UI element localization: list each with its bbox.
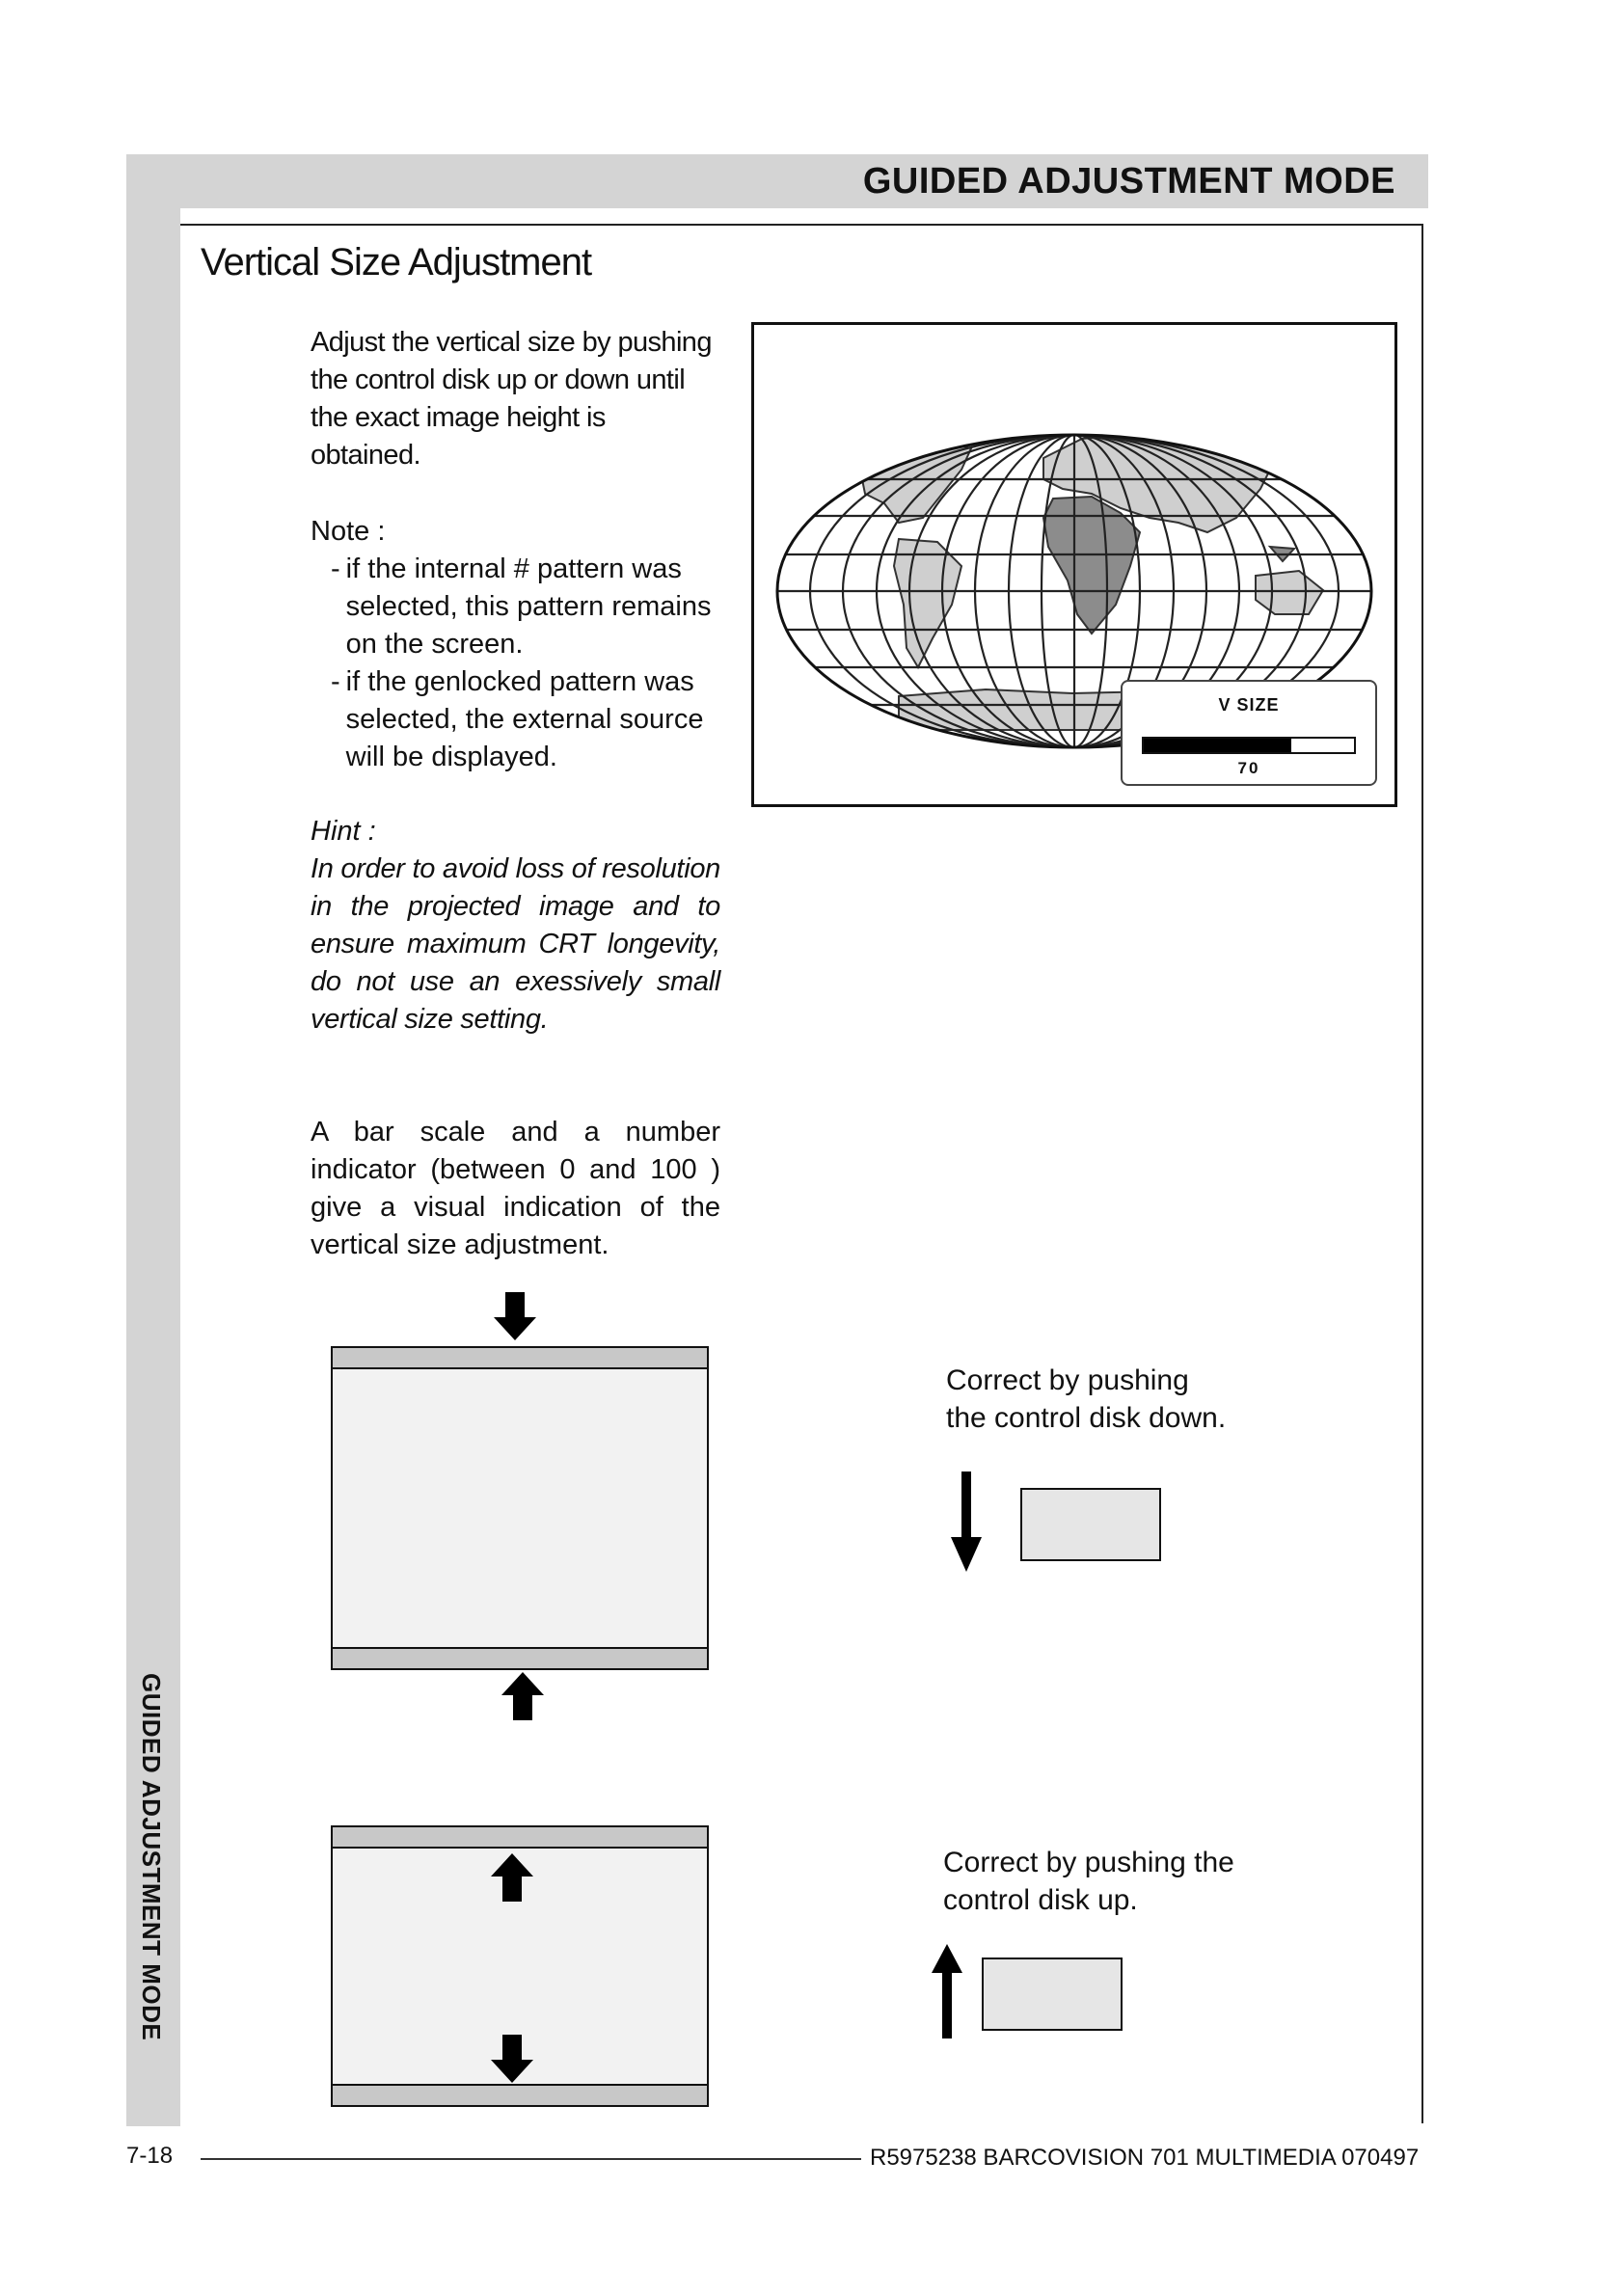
correction-illustration (945, 1468, 1177, 1583)
footer-rule (201, 2158, 861, 2160)
osd-bar-fill (1144, 739, 1291, 752)
screen-thumbnail (983, 1958, 1122, 2030)
correction-illustration (926, 1938, 1138, 2044)
screen-frame (332, 1347, 708, 1669)
arrow-up-icon (932, 1944, 962, 2038)
page-number: 7-18 (126, 2143, 174, 2169)
note-item-text: if the internal # pattern was selected, this pattern remains on the screen. (345, 554, 712, 660)
sidebar-title-text: GUIDED ADJUSTMENT MODE (137, 1673, 166, 2041)
header-title: GUIDED ADJUSTMENT MODE (862, 161, 1395, 202)
sidebar-title (126, 1673, 180, 2117)
frame-right-line (1421, 224, 1423, 2123)
top-band (332, 1347, 708, 1368)
correct-caption: Correct by pushing the control disk down. (946, 1364, 1227, 1434)
footer-doc-id: R5975238 BARCOVISION 701 MULTIMEDIA 070497 (870, 2145, 1420, 2171)
screen-thumbnail (1021, 1489, 1160, 1560)
osd-label: V SIZE (1218, 695, 1280, 715)
bottom-band (332, 2085, 708, 2106)
scale-paragraph: A bar scale and a number indicator (between 0 and 100 ) give a visual indication of the vertical size adjustment. (311, 1117, 720, 1260)
top-band (332, 1826, 708, 1848)
frame-top-line (180, 224, 1423, 226)
section-title: Vertical Size Adjustment (201, 241, 592, 284)
hint-label: Hint : (311, 816, 376, 847)
hint-paragraph: In order to avoid loss of resolution in the projected image and to ensure maximum CRT longevity, do not use an exessively small vertical size setting. (311, 853, 720, 1035)
note-item (331, 663, 726, 776)
example-too-short-figure (318, 1813, 723, 2121)
note-dash: - (331, 554, 340, 584)
example-too-tall-figure (318, 1282, 723, 1736)
intro-paragraph: Adjust the vertical size by pushing the control disk up or down until the exact image height is obtained. (311, 327, 712, 471)
bottom-band (332, 1648, 708, 1669)
arrow-up-icon (501, 1672, 544, 1720)
osd-panel (1121, 680, 1377, 786)
note-dash: - (331, 666, 340, 697)
note-item (331, 551, 726, 663)
osd-bar-track (1142, 737, 1356, 754)
world-map-figure (751, 322, 1397, 807)
arrow-down-icon (494, 1292, 536, 1340)
arrow-down-icon (951, 1472, 982, 1572)
osd-value: 70 (1237, 759, 1260, 777)
correct-caption: Correct by pushing the control disk up. (943, 1847, 1234, 1916)
note-item-text: if the genlocked pattern was selected, the external source will be displayed. (345, 666, 704, 772)
note-label: Note : (311, 516, 386, 547)
